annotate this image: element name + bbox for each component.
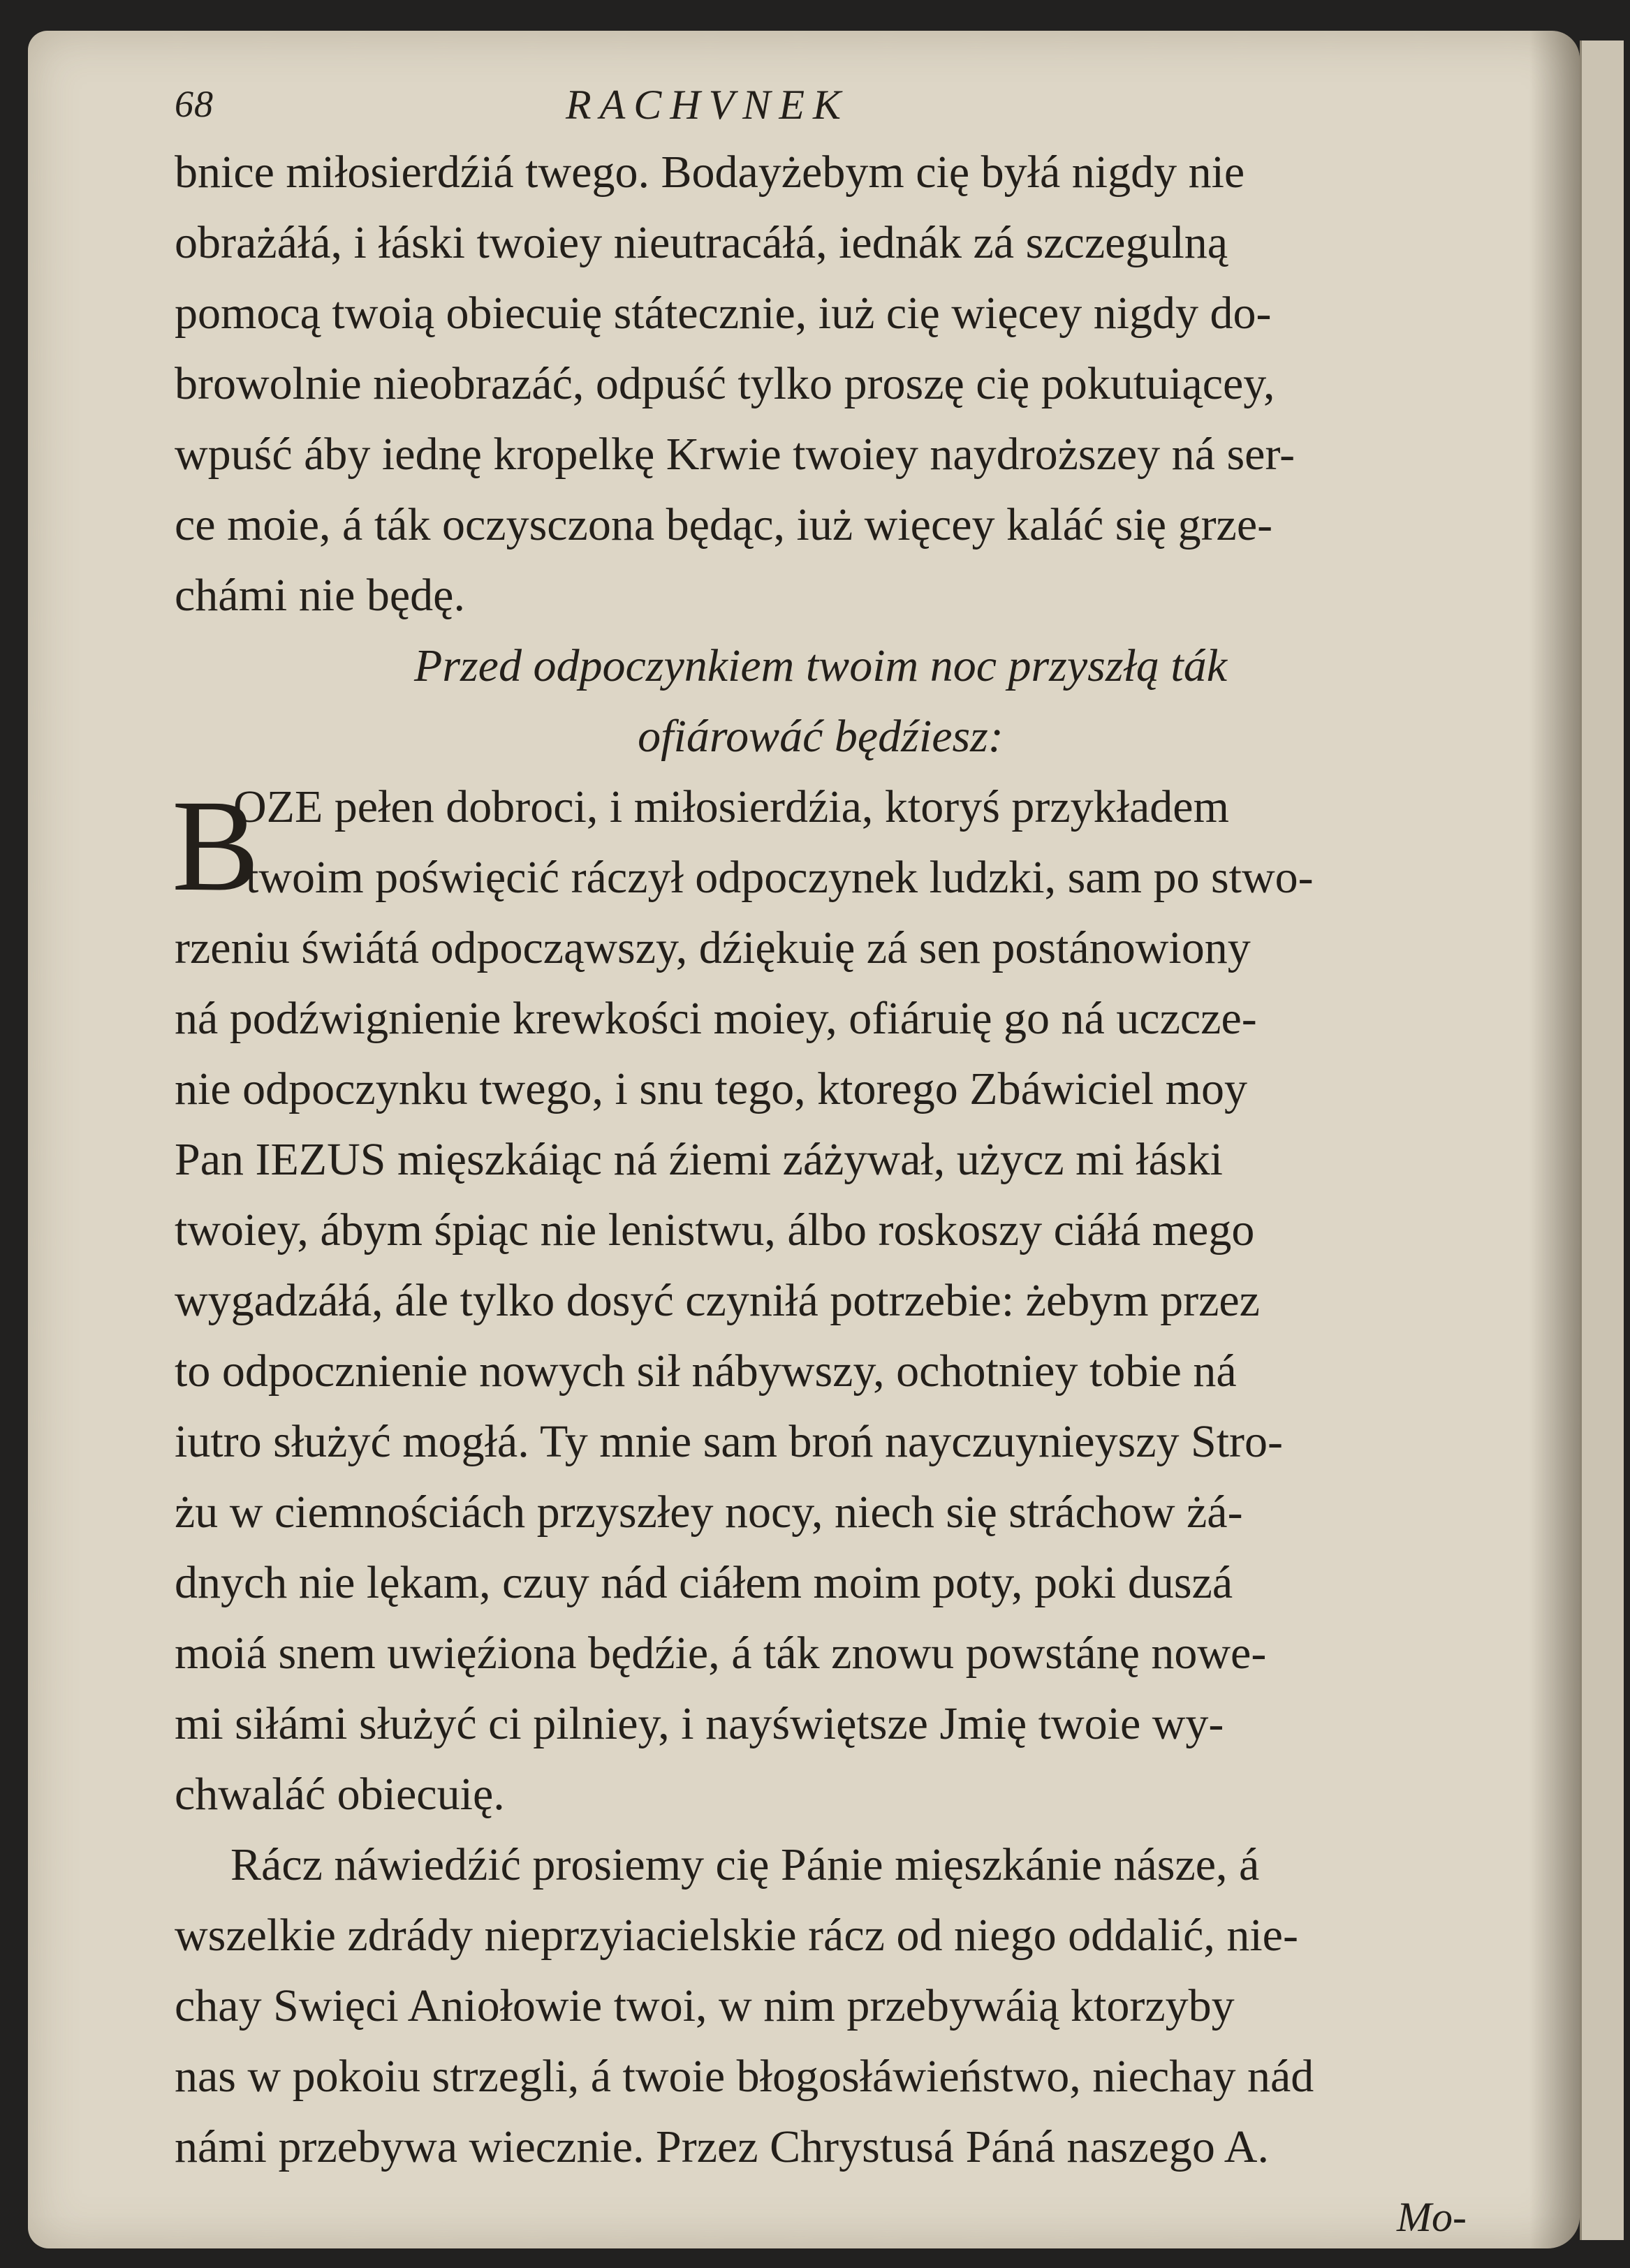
text-line: mi siłámi służyć ci pilniey, i nayświętsze Jmię twoie wy- <box>175 1698 1224 1749</box>
text-line: Rácz náwiedźić prosiemy cię Pánie mięszkánie násze, á <box>230 1839 1260 1890</box>
text-line: nie odpoczynku twego, i snu tego, ktorego Zbáwiciel moy <box>175 1063 1247 1114</box>
text-line: ce moie, á ták oczysczona będąc, iuż więcey kaláć się grze- <box>175 499 1273 550</box>
text-line: obrażáłá, i łáski twoiey nieutracáłá, iednák zá szczegulną <box>175 217 1228 268</box>
text-line: chay Swięci Aniołowie twoi, w nim przebywáią ktorzyby <box>175 1980 1235 2031</box>
text-line: żu w ciemnościách przyszłey nocy, niech się stráchow żá- <box>175 1487 1243 1538</box>
adjacent-page-edge <box>1580 40 1624 2240</box>
text-line: nas w pokoiu strzegli, á twoie błogosłáwieństwo, niechay nád <box>175 2051 1314 2102</box>
page-header <box>175 82 1522 138</box>
text-line: twoim poświęcić ráczył odpoczynek ludzki, sam po stwo- <box>246 852 1314 903</box>
page-number: 68 <box>175 83 214 125</box>
text-line: chwaláć obiecuię. <box>175 1769 505 1820</box>
text-line: pomocą twoią obiecuię státecznie, iuż cię więcey nigdy do- <box>175 288 1272 339</box>
text-line: browolnie nieobrazáć, odpuść tylko proszę cię pokutuiącey, <box>175 358 1275 409</box>
drop-cap: B <box>172 772 260 918</box>
running-title: RACHVNEK <box>566 82 849 128</box>
text-line: Pan IEZUS mięszkáiąc ná źiemi záżywał, użycz mi łáski <box>175 1134 1223 1185</box>
text-line: bnice miłosierdźiá twego. Bodayżebym cię byłá nigdy nie <box>175 147 1245 198</box>
text-line: moiá snem uwięźiona będźie, á ták znowu powstánę nowe- <box>175 1628 1267 1679</box>
text-line: dnych nie lękam, czuy nád ciáłem moim poty, poki duszá <box>175 1557 1233 1608</box>
text-line: OZE pełen dobroci, i miłosierdźia, ktoryś przykładem <box>233 781 1229 832</box>
page-body <box>172 137 1543 2253</box>
catchword: Mo- <box>1397 2194 1467 2240</box>
text-line: wpuść áby iednę kropelkę Krwie twoiey naydroższey ná ser- <box>175 429 1295 480</box>
text-line: rzeniu świátá odpocząwszy, dźiękuię zá sen postánowiony <box>175 922 1251 973</box>
text-line: námi przebywa wiecznie. Przez Chrystusá Páná naszego A. <box>175 2121 1269 2172</box>
text-line: wygadzáłá, ále tylko dosyć czyniłá potrzebie: żebym przez <box>175 1275 1260 1326</box>
text-line: to odpocznienie nowych sił nábywszy, ochotniey tobie ná <box>175 1346 1237 1397</box>
section-heading-line: ofiárowáć będźiesz: <box>638 711 1004 762</box>
text-line: ná podźwignienie krewkości moiey, ofiáruię go ná uczcze- <box>175 993 1257 1044</box>
text-line: wszelkie zdrády nieprzyiacielskie rácz od niego oddalić, nie- <box>175 1910 1298 1961</box>
text-line: twoiey, ábym śpiąc nie lenistwu, álbo roskoszy ciáłá mego <box>175 1205 1255 1256</box>
text-line: chámi nie będę. <box>175 570 465 621</box>
text-line: iutro służyć mogłá. Ty mnie sam broń nayczuynieyszy Stro- <box>175 1416 1283 1467</box>
section-heading-line: Przed odpoczynkiem twoim noc przyszłą ták <box>414 640 1227 691</box>
